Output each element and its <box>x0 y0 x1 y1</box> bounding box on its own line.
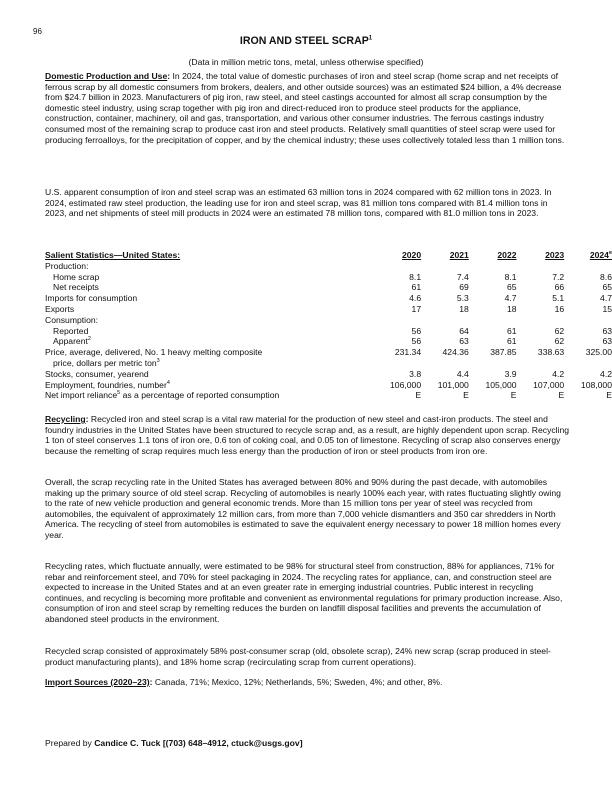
row-label <box>45 380 376 391</box>
row-label <box>45 304 376 315</box>
table-row <box>45 380 612 391</box>
row-label-text: Employment, foundries, number <box>45 379 167 390</box>
table-cell: 65 <box>506 282 517 293</box>
table-cell <box>421 315 469 326</box>
section-heading-imports: Import Sources (2020–23) <box>45 677 150 687</box>
table-cell: 8.1 <box>504 271 517 282</box>
table-row <box>45 282 612 293</box>
table-cell: 18 <box>506 303 517 314</box>
year-header <box>376 250 421 261</box>
row-label <box>45 358 376 369</box>
table-cell <box>376 261 421 272</box>
year-header <box>564 250 612 261</box>
table-cell: 4.7 <box>600 293 612 304</box>
table-cell <box>376 315 421 326</box>
table-heading: Salient Statistics—United States: <box>45 250 181 260</box>
table-cell: 387.85 <box>490 347 517 358</box>
title-text: IRON AND STEEL SCRAP <box>239 35 369 47</box>
footnote-mark: 2 <box>87 336 91 343</box>
page-title <box>0 36 612 47</box>
recycling-rates-paragraph: Recycling rates, which fluctuate annually, were estimated to be 98% for structural steel from construction, 88% for appliances, 71% for rebar and reinforcement steel, and 70% for steel packaging in 2024. The recycling rates for appliance, can, and construction steel are expected to increase in the United States and at an even greater rate in emerging industrial countries. Public interest in recycling continues, and recycling is becoming more profitable and convenient as environmental regulations for primary production increase. Also, consumption of iron and steel scrap by remelting reduces the burden on landfill disposal facilities and prevents the accumulation of abandoned steel products in the environment. <box>45 561 563 624</box>
recycling-text: Recycled iron and steel scrap is a vital raw material for the production of new steel and cast-iron products. The steel and foundry industries in the United States have been structured to recycle scrap and, as a result, are highly dependent upon scrap. Recycling 1 ton of steel conserves 1.1 tons of iron ore, 0.6 ton of coking coal, and 0.05 ton of limestone. Recycling of scrap also conserves energy because the remelting of scrap requires much less energy than the production of iron or steel products from iron ore. <box>45 414 570 456</box>
row-label <box>45 315 376 326</box>
row-label-text: Price, average, delivered, No. 1 heavy melting composite <box>45 347 263 358</box>
table-cell: 69 <box>459 282 469 293</box>
estimate-mark: e <box>608 250 612 257</box>
year-header <box>421 250 469 261</box>
table-cell: 56 <box>411 325 422 336</box>
table-row <box>45 336 612 347</box>
row-label <box>45 369 376 380</box>
footnote-mark: 5 <box>117 390 121 397</box>
prepared-by <box>45 738 303 749</box>
row-label <box>45 347 376 358</box>
table-cell: 4.2 <box>552 368 565 379</box>
table-cell <box>421 261 469 272</box>
table-cell: 63 <box>602 325 612 336</box>
table-cell: 5.1 <box>552 293 565 304</box>
table-cell: 105,000 <box>485 379 517 390</box>
table-cell: 61 <box>506 325 517 336</box>
row-label-text: price, dollars per metric ton <box>53 357 157 368</box>
row-label <box>45 326 376 337</box>
table-row <box>45 304 612 315</box>
table-cell <box>517 261 565 272</box>
table-cell: 4.7 <box>504 293 517 304</box>
page-number: 96 <box>33 27 42 36</box>
row-label-text: Home scrap <box>53 271 100 282</box>
table-cell: E <box>510 390 517 401</box>
table-cell: 325.00 <box>585 347 612 358</box>
year-label: 2021 <box>449 250 469 260</box>
table-cell <box>564 358 612 369</box>
table-cell <box>421 358 469 369</box>
table-row <box>45 293 612 304</box>
table-row <box>45 390 612 401</box>
table-cell: 64 <box>459 325 469 336</box>
table-row <box>45 347 612 358</box>
table-cell: 4.6 <box>409 293 422 304</box>
table-cell: 66 <box>554 282 565 293</box>
footnote-mark: 4 <box>166 379 170 386</box>
table-row <box>45 261 612 272</box>
recycling-paragraph: Recycling: Recycled iron and steel scrap is a vital raw material for the production of new steel and cast-iron products. The steel and foundry industries in the United States have been structured to recycle scrap and, as a result, are highly dependent upon scrap. Recycling 1 ton of steel conserves 1.1 tons of iron ore, 0.6 ton of coking coal, and 0.05 ton of limestone. Recycling of scrap also conserves energy because the remelting of scrap requires much less energy than the production of iron or steel products from iron ore. <box>45 414 570 456</box>
salient-statistics-table <box>45 250 612 401</box>
year-header <box>517 250 565 261</box>
table-cell: 7.2 <box>552 271 565 282</box>
table-cell: 17 <box>411 303 422 314</box>
import-sources-text: Canada, 71%; Mexico, 12%; Netherlands, 5%; Sweden, 4%; and other, 8%. <box>154 677 443 687</box>
row-label <box>45 293 376 304</box>
table-cell: 5.3 <box>456 293 469 304</box>
table-cell: 16 <box>554 303 565 314</box>
subtitle: (Data in million metric tons, metal, unless otherwise specified) <box>188 57 424 67</box>
consumption-paragraph: U.S. apparent consumption of iron and steel scrap was an estimated 63 million tons in 2024 compared with 62 million tons in 2023. In 2024, estimated raw steel production, the leading use for iron and steel scrap, was 81 million tons compared with 81.4 million tons in 2023, and net shipments of steel mill products in 2024 were an estimated 78 million tons, compared with 81.0 million tons in 2023. <box>45 187 552 219</box>
table-cell: 15 <box>602 303 612 314</box>
table-cell: 8.1 <box>409 271 422 282</box>
domestic-text: In 2024, the total value of domestic purchases of iron and steel scrap (home scrap and net receipts of ferrous scrap by all domestic consumers from brokers, dealers, and other outside sources) was an estimated $24 billion, a 4% decrease from $24.7 billion in 2023. Manufacturers of pig iron, raw steel, and steel castings accounted for almost all scrap consumption by the domestic steel industry, using scrap together with pig iron and direct-reduced iron to produce steel products for the appliance, construction, container, machinery, oil and gas, transportation, and various other consumer industries. The ferrous castings industry consumed most of the remaining scrap to produce cast iron and steel products. Relatively small quantities of steel scrap were used for producing ferroalloys, for the precipitation of copper, and by the chemical industry; these uses collectively totaled less than 1 million tons. <box>45 71 565 145</box>
table-cell: 106,000 <box>390 379 422 390</box>
table-row <box>45 326 612 337</box>
row-label-text: Production: <box>45 260 89 271</box>
table-cell <box>376 358 421 369</box>
table-cell: E <box>463 390 469 401</box>
table-cell: 424.36 <box>442 347 469 358</box>
table-row <box>45 272 612 283</box>
table-cell: 231.34 <box>394 347 422 358</box>
table-cell <box>564 261 612 272</box>
footnote-mark: 3 <box>156 358 160 365</box>
row-label-text: Net receipts <box>53 282 99 293</box>
row-label-text: Imports for consumption <box>45 293 138 304</box>
row-label-text: Net import reliance <box>45 390 118 401</box>
table-row <box>45 358 612 369</box>
table-cell <box>469 358 517 369</box>
table-cell <box>469 261 517 272</box>
table-cell: 4.2 <box>600 368 612 379</box>
table-cell: E <box>415 390 422 401</box>
import-sources-paragraph: Import Sources (2020–23): Canada, 71%; Mexico, 12%; Netherlands, 5%; Sweden, 4%; and other, 8%. <box>45 677 443 687</box>
row-label-text: Reported <box>53 325 89 336</box>
table-cell: 3.9 <box>504 368 517 379</box>
row-label-text: Stocks, consumer, yearend <box>45 368 149 379</box>
table-cell: 8.6 <box>600 271 612 282</box>
table-cell <box>517 358 565 369</box>
table-cell: 108,000 <box>580 379 612 390</box>
prepared-by-prefix: Prepared by <box>45 738 95 748</box>
table-cell: E <box>558 390 565 401</box>
table-row <box>45 315 612 326</box>
table-cell: E <box>606 390 612 401</box>
row-label <box>45 390 376 401</box>
row-label-text: Apparent <box>53 336 88 347</box>
year-label: 2022 <box>497 250 517 260</box>
table-cell: 18 <box>459 303 469 314</box>
table-cell: 65 <box>602 282 612 293</box>
table-cell: 61 <box>506 336 517 347</box>
year-label: 2020 <box>401 250 422 260</box>
table-cell <box>564 315 612 326</box>
row-label <box>45 282 376 293</box>
year-label: 2024 <box>589 250 609 260</box>
table-cell: 62 <box>554 336 565 347</box>
year-label: 2023 <box>545 250 565 260</box>
author-contact: Candice C. Tuck [(703) 648–4912, ctuck@usgs.gov] <box>94 738 303 748</box>
title-footnote: 1 <box>368 35 373 42</box>
table-cell: 338.63 <box>537 347 565 358</box>
scrap-composition-paragraph: Recycled scrap consisted of approximately 58% post-consumer scrap (old, obsolete scrap), 24% new scrap (scrap produced in steel-product manufacturing plants), and 18% home scrap (recirculating scrap from current operations). <box>45 646 551 667</box>
row-label <box>45 261 376 272</box>
row-label <box>45 336 376 347</box>
table-cell: 56 <box>411 336 422 347</box>
table-cell: 4.4 <box>456 368 469 379</box>
table-cell: 61 <box>411 282 422 293</box>
section-heading-recycling: Recycling <box>45 414 86 424</box>
section-heading-domestic: Domestic Production and Use <box>45 71 168 81</box>
row-label-text: Consumption: <box>45 314 99 325</box>
row-label <box>45 272 376 283</box>
row-label-tail: as a percentage of reported consumption <box>120 390 280 401</box>
table-cell: 63 <box>459 336 469 347</box>
domestic-production-paragraph: Domestic Production and Use: In 2024, the total value of domestic purchases of iron and steel scrap (home scrap and net receipts of ferrous scrap by all domestic consumers from brokers, dealers, and other outside sources) was an estimated $24 billion, a 4% decrease from $24.7 billion in 2023. Manufacturers of pig iron, raw steel, and steel castings accounted for almost all scrap consumption by the domestic steel industry, using scrap together with pig iron and direct-reduced iron to produce steel products for the appliance, construction, container, machinery, oil and gas, transportation, and various other consumer industries. The ferrous castings industry consumed most of the remaining scrap to produce cast iron and steel products. Relatively small quantities of steel scrap were used for producing ferroalloys, for the precipitation of copper, and by the chemical industry; these uses collectively totaled less than 1 million tons. <box>45 71 565 145</box>
table-cell <box>517 315 565 326</box>
table-cell: 3.8 <box>409 368 422 379</box>
table-row <box>45 369 612 380</box>
table-cell: 7.4 <box>456 271 469 282</box>
year-header <box>469 250 517 261</box>
recycling-rate-paragraph: Overall, the scrap recycling rate in the United States has averaged between 80% and 90% during the past decade, with automobiles making up the primary source of old steel scrap. Recycling of automobiles is nearly 100% each year, with rates fluctuating slightly owing to the rate of new vehicle production and general economic trends. More than 15 million tons per year of steel was recycled from automobiles, the equivalent of approximately 12 million cars, from more than 7,000 vehicle dismantlers and 350 car shredders in North America. The recycling of steel from automobiles is estimated to save the equivalent energy necessary to power 18 million homes every year. <box>45 477 561 540</box>
row-label-text: Exports <box>45 303 75 314</box>
table-cell: 101,000 <box>437 379 469 390</box>
table-cell: 62 <box>554 325 565 336</box>
table-cell: 63 <box>602 336 612 347</box>
table-cell: 107,000 <box>533 379 565 390</box>
table-cell <box>469 315 517 326</box>
